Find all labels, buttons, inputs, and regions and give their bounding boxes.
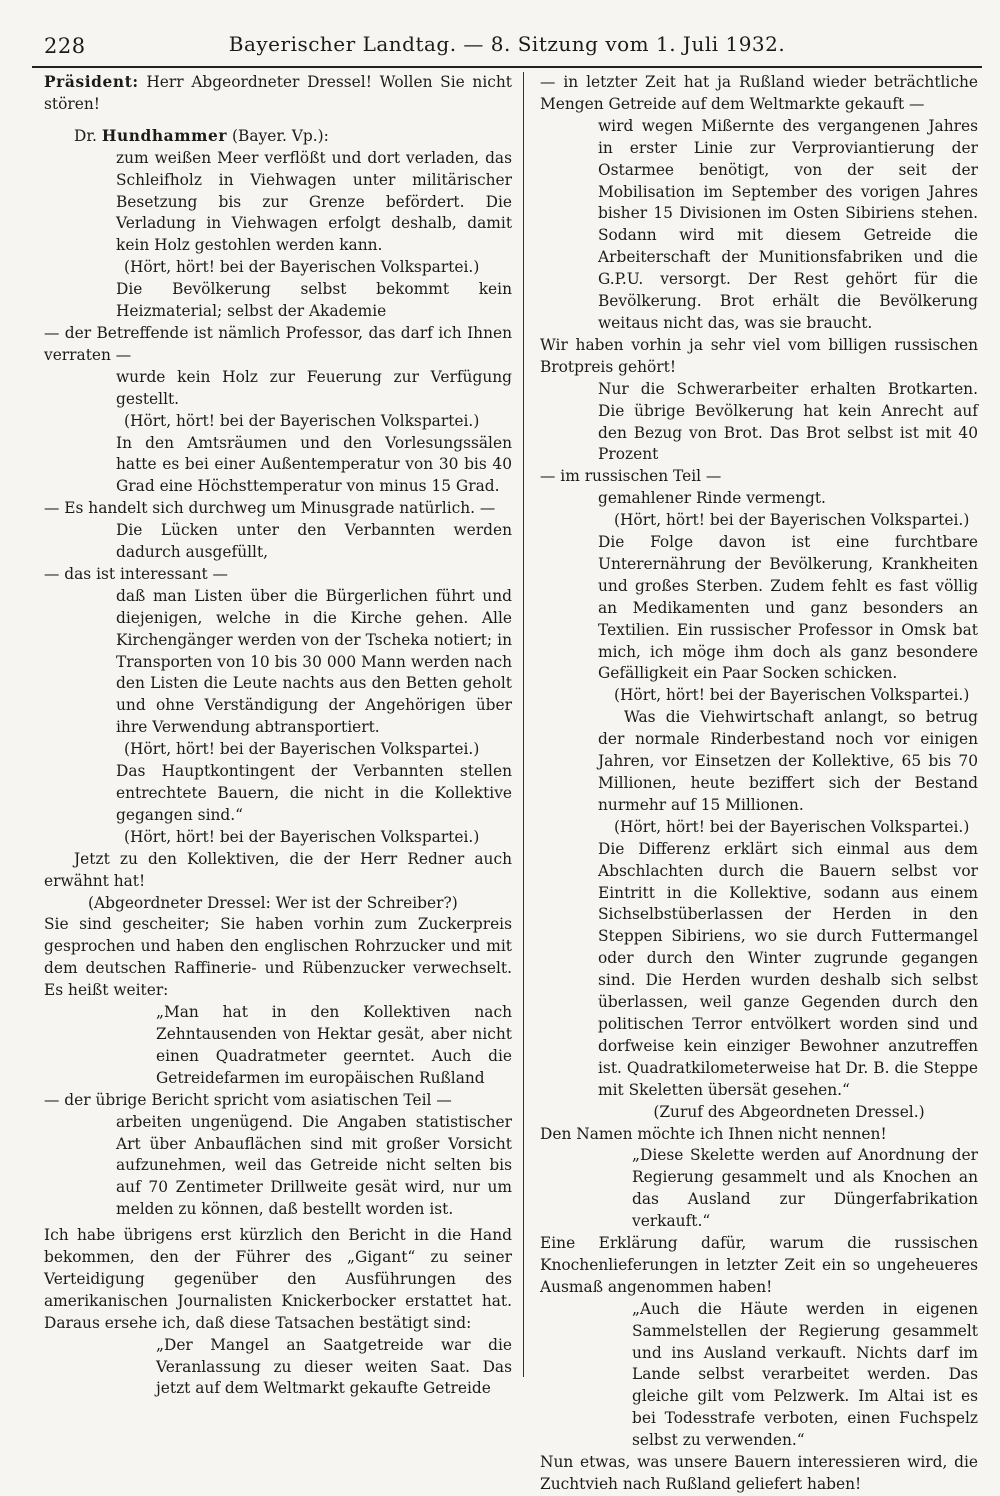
column-divider [523, 72, 524, 1377]
right-column [540, 72, 978, 1496]
quote-paragraph: Was die Viehwirtschaft anlangt, so betrug der normale Rinderbestand noch vor einigen Jahren, vor Einsetzen der Kollektive, 65 bis 70 Millionen, heute beziffert sich der Bestand nurmehr auf 15 Millionen. [598, 708, 978, 814]
quote-paragraph: Nur die Schwerarbeiter erhalten Brotkarten. Die übrige Bevölkerung hat kein Anrecht auf den Bezug von Brot. Das Brot selbst ist mit 40 Prozent [598, 379, 978, 464]
running-head: Bayerischer Landtag. — 8. Sitzung vom 1. Juli 1932. [228, 32, 786, 56]
quote-paragraph: daß man Listen über die Bürgerlichen führt und diejenigen, welche in die Kirche gehen. Alle Kirchengänger werden von der Tscheka notiert; in Transporten von 10 bis 30 000 Mann werden nach den Listen die Leute nachts aus den Betten geholt und ohne Verständigung der Angehörigen über ihre Verwendung abtransportiert. [116, 586, 512, 737]
quote-paragraph: gemahlener Rinde vermengt. [598, 489, 826, 508]
quote-paragraph: „Diese Skelette werden auf Anordnung der Regierung gesammelt und als Knochen an das Ausland zur Düngerfabrikation verkauft.“ [632, 1146, 978, 1231]
aside-remark: — Es handelt sich durchweg um Minusgrade natürlich. — [44, 499, 496, 518]
interjection: (Abgeordneter Dressel: Wer ist der Schreiber?) [88, 893, 458, 912]
quote-paragraph: arbeiten ungenügend. Die Angaben statistischer Art über Anbauflächen sind mit großer Vorsicht aufzunehmen, weil das Getreide nicht selten bis auf 70 Zentimeter Drillweite gesät wird, nur um melden zu können, daß bestellt worden ist. [116, 1112, 512, 1219]
quote-paragraph: Das Hauptkontingent der Verbannten stellen entrechtete Bauern, die nicht in die Kollektive gegangen sind.“ [116, 762, 512, 824]
speech-paragraph: Nun etwas, was unsere Bauern interessieren wird, die Zuchtvieh nach Rußland geliefert haben! [540, 1453, 978, 1493]
quote-paragraph: In den Amtsräumen und den Vorlesungssälen hatte es bei einer Außentemperatur von 30 bis 40 Grad eine Höchsttemperatur von minus 15 Grad. [116, 433, 512, 496]
speaker-title: Dr. [74, 126, 97, 145]
speaker-name: Hundhammer [101, 126, 228, 145]
page-header [32, 28, 982, 68]
speech-paragraph: Eine Erklärung dafür, warum die russischen Knochenlieferungen in letzter Zeit ein so ungeheueres Ausmaß angenommen haben! [540, 1234, 978, 1296]
interjection: (Hört, hört! bei der Bayerischen Volkspartei.) [614, 511, 970, 530]
interjection: (Hört, hört! bei der Bayerischen Volkspartei.) [124, 411, 480, 430]
interjection: (Hört, hört! bei der Bayerischen Volkspartei.) [614, 686, 970, 705]
president-remark [44, 72, 512, 116]
interjection: (Hört, hört! bei der Bayerischen Volkspartei.) [124, 740, 480, 759]
quote-paragraph: „Auch die Häute werden in eigenen Sammelstellen der Regierung gesammelt und ins Ausland verkauft. Nichts darf im Lande selbst verarbeitet werden. Das gleiche gilt vom Pelzwerk. Im Altai ist es bei Todesstrafe verboten, einen Fuchspelz selbst zu verwenden.“ [632, 1299, 978, 1450]
aside-remark: — in letzter Zeit hat ja Rußland wieder beträchtliche Mengen Getreide auf dem Weltmarkte gekauft — [540, 73, 978, 113]
speech-paragraph: Jetzt zu den Kollektiven, die der Herr Redner auch erwähnt hat! [44, 849, 512, 890]
aside-remark: — das ist interessant — [44, 564, 228, 583]
quote-paragraph: zum weißen Meer verflößt und dort verladen, das Schleifholz in Viehwagen unter militärischer Besetzung bis zur Grenze befördert. Die Verladung in Viehwagen erfolgt deshalb, damit kein Holz gestohlen werden kann. [116, 148, 512, 255]
remark-text: Herr Abgeordneter Dressel! Wollen Sie nicht stören! [44, 73, 512, 113]
aside-remark: — der Betreffende ist nämlich Professor, das darf ich Ihnen verraten — [44, 323, 512, 364]
quote-paragraph: „Der Mangel an Saatgetreide war die Veranlassung zu dieser weiten Saat. Das jetzt auf dem Weltmarkt gekaufte Getreide [156, 1335, 512, 1398]
interjection: (Hört, hört! bei der Bayerischen Volkspartei.) [124, 258, 480, 277]
speech-paragraph: Den Namen möchte ich Ihnen nicht nennen! [540, 1124, 887, 1143]
speaker-heading [44, 126, 512, 148]
quote-paragraph: Die Differenz erklärt sich einmal aus dem Abschlachten durch die Bauern selbst vor Eintritt in die Kollektive, sodann aus einem Sichselbstüberlassen der Herden in den Steppen Sibiriens, wo sie durch Futtermangel oder durch den Winter zugrunde gegangen sind. Die Herden wurden deshalb sich selbst überlassen, weil ganze Gegenden durch den politischen Terror entvölkert worden sind und dorfweise kein einziger Bewohner anzutreffen ist. Quadratkilometerweise hat Dr. B. die Steppe mit Skeletten übersät gesehen.“ [598, 839, 978, 1099]
page-number: 228 [44, 34, 86, 58]
interjection: (Hört, hört! bei der Bayerischen Volkspartei.) [614, 817, 970, 836]
aside-remark: — im russischen Teil — [540, 467, 722, 486]
quote-paragraph: Die Bevölkerung selbst bekommt kein Heizmaterial; selbst der Akademie [116, 280, 512, 321]
speaker-party: (Bayer. Vp.): [232, 126, 329, 145]
speaker-name: Präsident: [44, 73, 139, 91]
quote-paragraph: Die Folge davon ist eine furchtbare Unterernährung der Bevölkerung, Krankheiten und großes Sterben. Zudem fehlt es fast völlig an Medikamenten und ganz besonders an Textilien. Ein russischer Professor in Omsk bat mich, ich möge ihm doch als ganz besondere Gefälligkeit ein Paar Socken schicken. [598, 533, 978, 683]
quote-paragraph: „Man hat in den Kollektiven nach Zehntausenden von Hektar gesät, aber nicht einen Quadratmeter geerntet. Auch die Getreidefarmen im europäischen Rußland [156, 1003, 512, 1087]
left-column [44, 72, 512, 1400]
speech-paragraph: Wir haben vorhin ja sehr viel vom billigen russischen Brotpreis gehört! [540, 335, 978, 376]
interjection: (Zuruf des Abgeordneten Dressel.) [653, 1102, 925, 1121]
quote-paragraph: Die Lücken unter den Verbannten werden dadurch ausgefüllt, [116, 521, 512, 562]
interjection: (Hört, hört! bei der Bayerischen Volkspartei.) [124, 827, 480, 846]
quote-paragraph: wird wegen Mißernte des vergangenen Jahres in erster Linie zur Verproviantierung der Ostarmee benötigt, von der seit der Mobilisation im September des vorigen Jahres bisher 15 Divisionen im Osten Sibiriens stehen. Sodann wird mit diesem Getreide die Arbeiterschaft der Munitionsfabriken und die G.P.U. versorgt. Der Rest gehört für die Bevölkerung. Brot erhält die Bevölkerung weitaus nicht das, was sie braucht. [598, 116, 978, 332]
aside-remark: — der übrige Bericht spricht vom asiatischen Teil — [44, 1090, 452, 1109]
quote-paragraph: wurde kein Holz zur Feuerung zur Verfügung gestellt. [116, 367, 512, 408]
speech-paragraph: Ich habe übrigens erst kürzlich den Bericht in die Hand bekommen, den der Führer des „Gigant“ zu seiner Verteidigung gegenüber den Ausführungen des amerikanischen Journalisten Knickerbocker erstattet hat. Daraus ersehe ich, daß diese Tatsachen bestätigt sind: [44, 1226, 512, 1332]
header-rule [32, 66, 982, 68]
speech-paragraph: Sie sind gescheiter; Sie haben vorhin zum Zuckerpreis gesprochen und haben den englischen Rohrzucker und mit dem deutschen Raffinerie- und Rübenzucker verwechselt. Es heißt weiter: [44, 915, 512, 1000]
